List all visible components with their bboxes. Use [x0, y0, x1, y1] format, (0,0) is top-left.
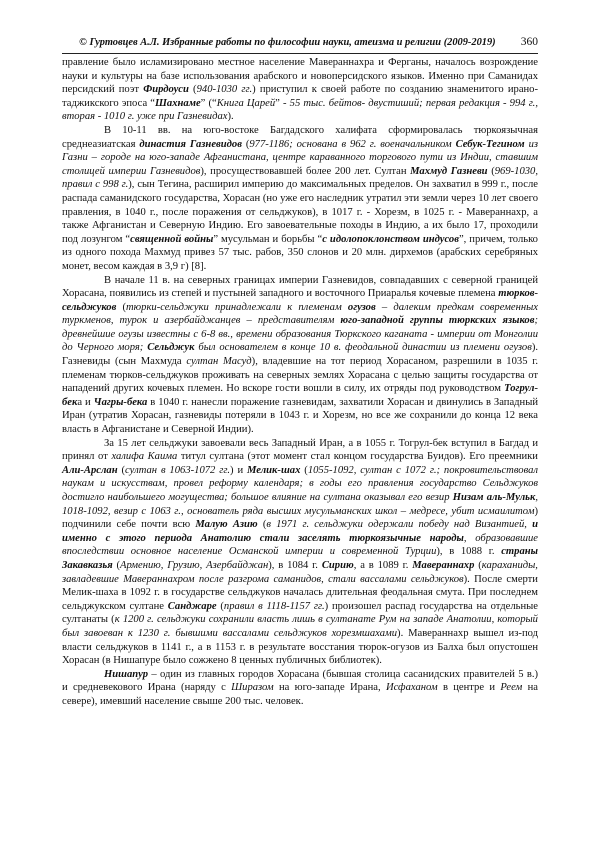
- text-run: (: [257, 519, 267, 531]
- text-run: священной войны: [130, 233, 214, 245]
- text-run: ). После смерти Мелик-шаха в 1092 г. в государстве сельджуков началась длительная феодальная смута. При последнем сельджукском султане: [62, 573, 538, 612]
- text-run: а и: [77, 396, 94, 408]
- text-run: Шахнаме: [155, 97, 201, 109]
- text-run: (: [474, 559, 482, 571]
- text-run: 977-1186; основана в 962 г. военачальником: [249, 138, 456, 150]
- text-run: Книга Царей: [216, 97, 276, 109]
- text-run: Себук-Тегином: [455, 138, 525, 150]
- text-run: образовавшие впоследствии основное население Османской империи и современной Турции: [62, 532, 538, 558]
- text-run: династия Газневидов: [139, 138, 242, 150]
- text-run: тюрков-сельджуков: [62, 288, 538, 313]
- text-run: Чагры-бека: [93, 396, 148, 408]
- text-run: с идолопоклонством индусов: [322, 233, 459, 245]
- paragraph-4: [62, 437, 538, 668]
- text-run: Санджаре: [167, 600, 217, 612]
- text-run: ), в 1088 г.: [436, 546, 502, 558]
- running-title: © Гуртовцев А.Л. Избранные работы по философии науки, атеизма и религии (2009-2019): [79, 37, 496, 48]
- text-run: Тогрул-бек: [62, 383, 538, 408]
- text-run: титул султана (этот момент стал концом государства Буидов). Его преемники: [177, 451, 538, 463]
- text-run: ), просуществовавшей более 200 лет. Султан: [200, 165, 411, 177]
- text-run: ” -: [275, 97, 290, 109]
- text-run: ,: [524, 519, 533, 531]
- text-run: на юго-западе Ирана,: [273, 682, 386, 694]
- text-run: из Газни – городе на юго-западе Афганистана, центре караванного торгового пути из Индии, ставшим столицей империи Газневидов: [62, 138, 538, 177]
- text-run: тюрки-сельджуки принадлежали к племенам: [126, 301, 348, 313]
- paragraph-1: [62, 56, 538, 124]
- text-run: султан Масуд: [186, 356, 252, 368]
- text-run: правил в 1118-1157 гг.: [223, 600, 325, 612]
- text-run: , 1018-1092, везир с 1063 г., основатель ряда высших мусульманских школ – медресе, убит исмаилитом: [62, 492, 539, 517]
- page-header: [62, 36, 538, 52]
- text-run: ” (“: [200, 97, 217, 109]
- text-run: ”, причем, только из одного похода Махмуд привез 57 тыс. рабов, 350 слонов и 20 млн. дирхемов (арабских серебряных монет, весом каждая в 3,9 г) [8].: [62, 233, 538, 272]
- text-run: Армению, Грузию, Азербайджан: [120, 559, 269, 571]
- text-run: караханиды, завладевшие Мавераннахром после разгрома саманидов, стали вассалами сельджуков: [62, 559, 538, 585]
- text-run: на севере), имевший население свыше 200 тыс. человек.: [62, 682, 538, 707]
- text-run: (: [117, 464, 126, 476]
- text-run: 1055-1092, султан с 1072 г.; покровительствовал наукам и искусствам, провел реформу календаря; в годы его правления государство Сельджуков достигло наибольшего могущества; большое влияние на султана оказывал его везир: [62, 464, 539, 503]
- document-body: [62, 56, 538, 709]
- text-run: халифа Каима: [111, 451, 178, 463]
- paragraph-5: [62, 668, 538, 709]
- text-run: в 1040 г. нанесли поражение газневидам, захватили Хорасан и двинулись в Западный Иран (утратив Хорасан, газневиды потеряли в 1043 г. и Хорезм, но все же сохранили до конца 12 века власть в Афганистане и Северной Индии).: [62, 396, 539, 436]
- text-run: 969-1030, правил с 998 г.: [62, 165, 538, 191]
- text-run: (: [487, 165, 495, 177]
- text-run: В 10-11 вв. на юго-востоке Багдадского халифата сформировалась тюркоязычная среднеазиатская: [62, 124, 538, 150]
- paragraph-3: [62, 274, 538, 437]
- text-run: (: [300, 464, 308, 476]
- text-run: в 1971 г. сельджуки одержали победу над Византией: [266, 519, 525, 531]
- text-run: (: [112, 559, 121, 571]
- text-run: ). Газневиды (сын Махмуда: [62, 342, 538, 368]
- text-run: (: [216, 600, 224, 612]
- text-run: ), в 1084 г.: [268, 559, 322, 571]
- text-run: ) приступил к своей работе по созданию знаменитого ирано-таджикского эпоса “: [62, 84, 539, 109]
- text-run: 940-1030 гг.: [196, 84, 253, 96]
- text-run: юго-западной группы тюркских языков: [340, 315, 535, 327]
- text-run: был основателем в конце 10 в. феодальной династии из племени огузов: [194, 342, 532, 354]
- text-run: (: [241, 138, 250, 150]
- text-run: ” мусульман и борьбы “: [213, 233, 323, 245]
- text-run: огузов: [347, 301, 376, 313]
- text-run: – далеким предкам современных туркменов, турок и азербайджанцев – представителям: [62, 301, 538, 327]
- text-run: ; древнейшие огузы известны с 6-8 вв., времени образования Тюркского каганата - империи от Монголии до Черного моря;: [62, 315, 538, 354]
- text-run: (: [188, 84, 197, 96]
- text-run: Малую Азию: [195, 519, 258, 531]
- text-run: Мелик-шах: [247, 464, 301, 476]
- text-run: Ширазом: [231, 682, 274, 694]
- text-run: ) и: [230, 464, 248, 476]
- text-run: , а в 1089 г.: [353, 559, 413, 571]
- text-run: За 15 лет сельджуки завоевали весь Западный Иран, а в 1055 г. Тогрул-бек вступил в Багдад и принял от: [62, 437, 538, 463]
- text-run: Али-Арслан: [62, 464, 118, 476]
- text-run: Нишапур: [104, 668, 149, 680]
- text-run: ).: [227, 111, 234, 123]
- text-run: Мавераннахр: [412, 559, 475, 571]
- text-run: 55 тыс. бейтов- двустиший; первая редакция - 994 г., вторая - 1010 г. уже при Газневидах: [62, 97, 538, 123]
- text-run: В начале 11 в. на северных границах империи Газневидов, совпадавших с северной границей Хорасана, появились из степей и пустыней западного и восточного Приаралья кочевые племена: [62, 274, 538, 300]
- page-number: 360: [520, 36, 538, 48]
- text-run: Низам аль-Мульк: [452, 492, 536, 503]
- text-run: Фирдоуси: [143, 84, 189, 96]
- text-run: Сельджук: [147, 342, 195, 354]
- text-run: Махмуд Газневи: [410, 165, 488, 177]
- text-run: ) подчинили себе почти всю: [62, 505, 538, 531]
- text-run: и именно с этого периода Анатолию стали заселять тюркоязычные народы: [62, 519, 539, 544]
- text-run: Реем: [500, 682, 523, 694]
- text-run: Сирию: [321, 559, 354, 571]
- text-run: султан в 1063-1072 гг.: [125, 464, 231, 476]
- text-run: правление было исламизировано местное население Мавераннахра и Ферганы, началось возрождение науки и культуры на базе использования арабского и новоперсидского языков. Именно при Саманидах персидский поэт: [62, 57, 538, 96]
- text-run: ). Мавераннахр вышел из-под власти сельджуков в 1141 г., а в 1153 г. в результате восстания тюрок-огузов из Балха был опустошен Хорасан (в Нишапуре было сожжено 8 ценных публичных библиотек).: [62, 627, 538, 667]
- text-run: (: [116, 301, 127, 313]
- text-run: ) произошел распад государства на отдельные султанаты (: [62, 600, 538, 626]
- text-run: ,: [463, 532, 476, 544]
- text-run: ), сын Тегина, расширил империю до максимальных пределов. Он захватил в 999 г., после распада саманидского государства, Хорасан (но уже его наследник утратил эти земли через 10 лет своего правления, в 1040 г., после поражения от сельджуков), в 1017 г. - Хорезм, в 1025 г. - Мавераннахр, а также Афганистан и Северную Индию. Его завоевательные походы в Индию, а их было 17, проходили под лозунгом “: [62, 179, 538, 245]
- text-run: – один из главных городов Хорасана (бывшая столица сасанидских правителей 5 в.) и средневекового Ирана (наряду с: [62, 668, 538, 694]
- text-run: к 1200 г. сельджуки сохранили власть лишь в султанате Рум на западе Анатолии, который был завоеван к 1230 г. бывшими вассалами сельджуков хорезмшахами: [62, 614, 538, 639]
- paragraph-2: [62, 124, 538, 274]
- text-run: в центре и: [437, 682, 501, 694]
- text-run: Исфаханом: [385, 682, 438, 694]
- header-rule: [62, 53, 538, 54]
- text-run: страны Закавказья: [62, 546, 538, 571]
- text-run: ), владевшие на тот период Хорасаном, разрешили в 1035 г. племенам тюрков-сельджуков проживать на северных землях Хорасана с целью защиты государства от нападений других кочевых племен. Но вскоре гости вошли в силу, их отряды под руководством: [62, 356, 539, 395]
